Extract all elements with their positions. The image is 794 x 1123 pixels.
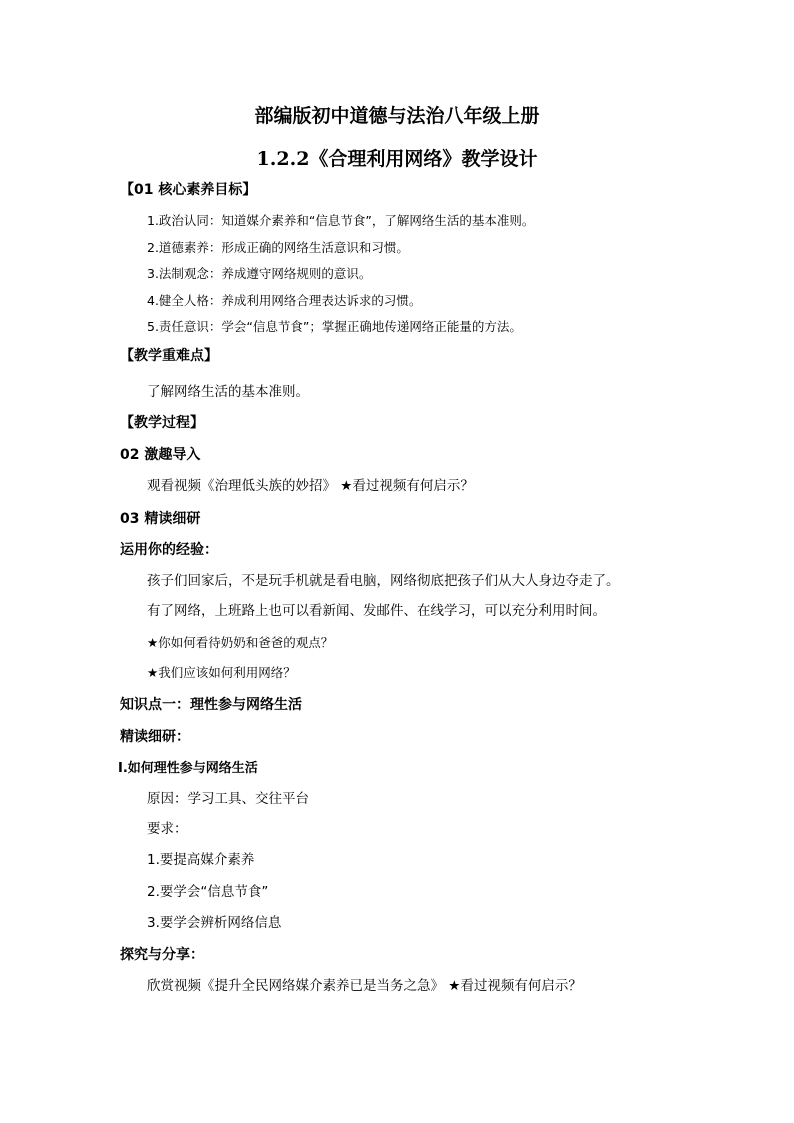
point-requirements-label: 要求： [147,821,188,837]
section-heading-goals: 【01 核心素养目标】 [120,182,257,198]
part02-text: 观看视频《治理低头族的妙招》 ★看过视频有何启示？ [147,478,474,494]
experience-heading: 运用你的经验： [120,542,218,558]
goal-item: 4.健全人格：养成利用网络合理表达诉求的习惯。 [147,293,422,308]
requirement-item: 2.要学会“信息节食” [147,884,269,900]
requirement-item: 1.要提高媒介素养 [147,852,255,868]
goal-item: 3.法制观念：养成遵守网络规则的意识。 [147,266,372,281]
part-heading-03: 03 精读细研 [120,511,201,527]
section-heading-key: 【教学重难点】 [120,348,218,364]
point-heading-1: Ⅰ.如何理性参与网络生活 [118,761,258,776]
point-reason: 原因：学习工具、交往平台 [147,791,309,807]
goal-item: 1.政治认同：知道媒介素养和“信息节食”，了解网络生活的基本准则。 [147,213,535,228]
explore-text: 欣赏视频《提升全民网络媒介素养已是当务之急》 ★看过视频有何启示？ [147,978,582,994]
explore-heading: 探究与分享： [120,947,204,963]
experience-line: 孩子们回家后，不是玩手机就是看电脑，网络彻底把孩子们从大人身边夺走了。 [147,573,620,589]
key-text: 了解网络生活的基本准则。 [147,384,309,400]
document-title: 部编版初中道德与法治八年级上册 [254,105,540,127]
experience-line: 有了网络，上班路上也可以看新闻、发邮件、在线学习，可以充分利用时间。 [147,603,606,619]
knowledge-heading-1: 知识点一：理性参与网络生活 [120,697,302,713]
experience-question: ★你如何看待奶奶和爸爸的观点？ [147,635,334,650]
study-heading: 精读细研： [120,729,190,745]
requirement-item: 3.要学会辨析网络信息 [147,915,282,931]
goal-item: 2.道德素养：形成正确的网络生活意识和习惯。 [147,240,409,255]
section-heading-process: 【教学过程】 [120,415,204,431]
goal-item: 5.责任意识：学会“信息节食”；掌握正确地传递网络正能量的方法。 [147,319,522,334]
document-subtitle: 1.2.2《合理利用网络》教学设计 [256,148,538,170]
part-heading-02: 02 激趣导入 [120,447,201,463]
experience-question: ★我们应该如何利用网络？ [147,665,296,680]
